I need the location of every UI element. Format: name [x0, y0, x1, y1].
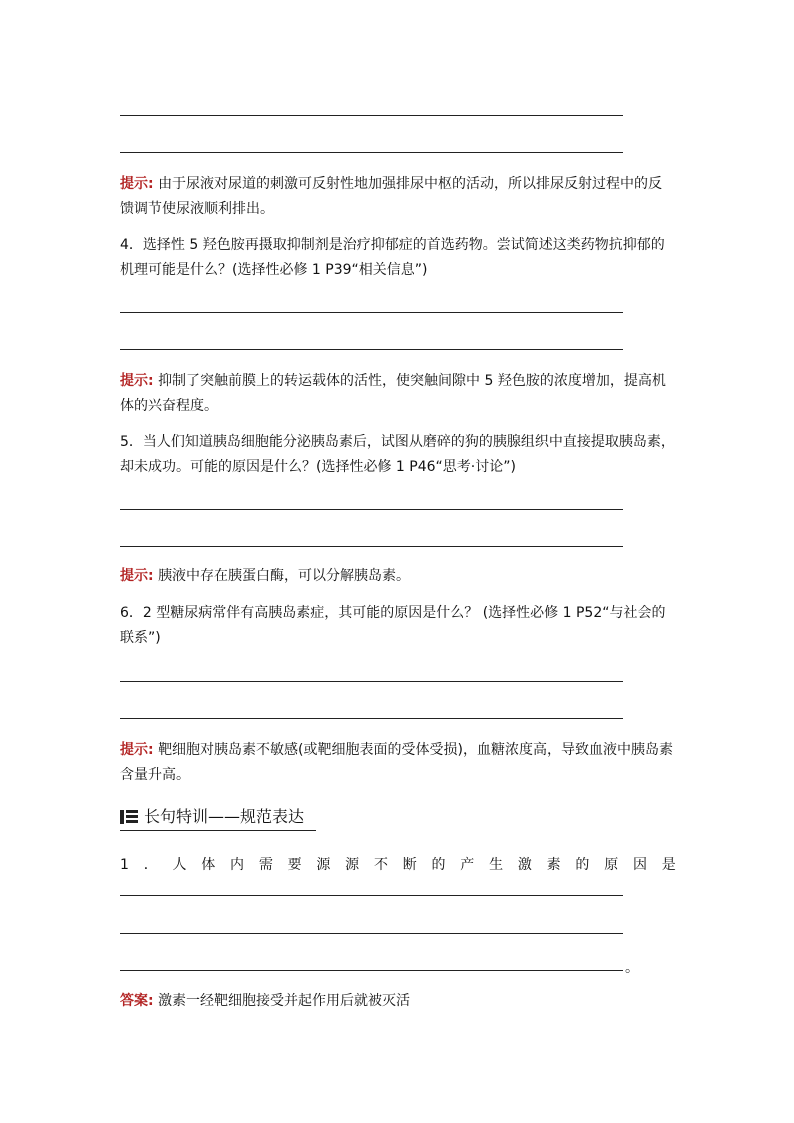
- question-char: 源: [345, 857, 360, 873]
- question-char: 生: [489, 857, 504, 873]
- hint-label: 提示:: [120, 742, 154, 758]
- question-char: 要: [287, 857, 302, 873]
- question-char: 产: [460, 857, 475, 873]
- answer-line: [120, 970, 623, 971]
- question-char: 人: [172, 857, 187, 873]
- q4-hint: [120, 369, 676, 419]
- section-icon: [120, 810, 138, 824]
- section-title: 长句特训——规范表达: [144, 807, 305, 826]
- question-char: 内: [230, 857, 245, 873]
- question-6: 6．2 型糖尿病常伴有高胰岛素症，其可能的原因是什么？ (选择性必修 1 P52“与社会的联系”): [120, 605, 666, 646]
- answer-line: [120, 895, 623, 896]
- q3-hint: [120, 172, 676, 222]
- hint-text: 由于尿液对尿道的刺激可反射性地加强排尿中枢的活动，所以排尿反射过程中的反馈调节使尿液顺利排出。: [120, 176, 663, 217]
- question-char: ．: [143, 857, 158, 873]
- answer-line: [120, 312, 623, 313]
- period-mark: 。: [625, 960, 639, 976]
- question-5: 5．当人们知道胰岛细胞能分泌胰岛素后，试图从磨碎的狗的胰腺组织中直接提取胰岛素，却未成功。可能的原因是什么？(选择性必修 1 P46“思考·讨论”): [120, 434, 675, 475]
- hint-text: 靶细胞对胰岛素不敏感(或靶细胞表面的受体受损)，血糖浓度高，导致血液中胰岛素含量升高。: [120, 742, 673, 783]
- answer-label: 答案:: [120, 993, 154, 1009]
- question-char: 的: [431, 857, 446, 873]
- hint-label: 提示:: [120, 568, 154, 584]
- q5-hint: [120, 564, 676, 589]
- answer-line: [120, 681, 623, 682]
- answer-line: [120, 152, 623, 153]
- hint-label: 提示:: [120, 373, 154, 389]
- q6-hint: [120, 738, 676, 788]
- answer-line: [120, 509, 623, 510]
- long-q1-answer: [120, 989, 676, 1014]
- question-char: 需: [258, 857, 273, 873]
- answer-line: [120, 115, 623, 116]
- answer-line: [120, 933, 623, 934]
- question-char: 源: [316, 857, 331, 873]
- section-heading: [120, 806, 316, 831]
- hint-text: 胰液中存在胰蛋白酶，可以分解胰岛素。: [158, 568, 411, 584]
- hint-text: 抑制了突触前膜上的转运载体的活性，使突触间隙中 5 羟色胺的浓度增加，提高机体的兴奋程度。: [120, 373, 666, 414]
- question-char: 原: [604, 857, 619, 873]
- question-char: 体: [201, 857, 216, 873]
- question-char: 是: [661, 857, 676, 873]
- answer-line: [120, 349, 623, 350]
- question-4: 4．选择性 5 羟色胺再摄取抑制剂是治疗抑郁症的首选药物。尝试简述这类药物抗抑郁的机理可能是什么？(选择性必修 1 P39“相关信息”): [120, 237, 665, 278]
- question-char: 激: [517, 857, 532, 873]
- long-question-1: [120, 853, 676, 878]
- answer-line: [120, 718, 623, 719]
- question-char: 的: [575, 857, 590, 873]
- question-char: 素: [546, 857, 561, 873]
- question-char: 断: [402, 857, 417, 873]
- answer-text: 激素一经靶细胞接受并起作用后就被灭活: [158, 993, 411, 1009]
- question-char: 因: [632, 857, 647, 873]
- hint-label: 提示:: [120, 176, 154, 192]
- question-char: 1: [120, 857, 129, 873]
- answer-line: [120, 546, 623, 547]
- question-char: 不: [373, 857, 388, 873]
